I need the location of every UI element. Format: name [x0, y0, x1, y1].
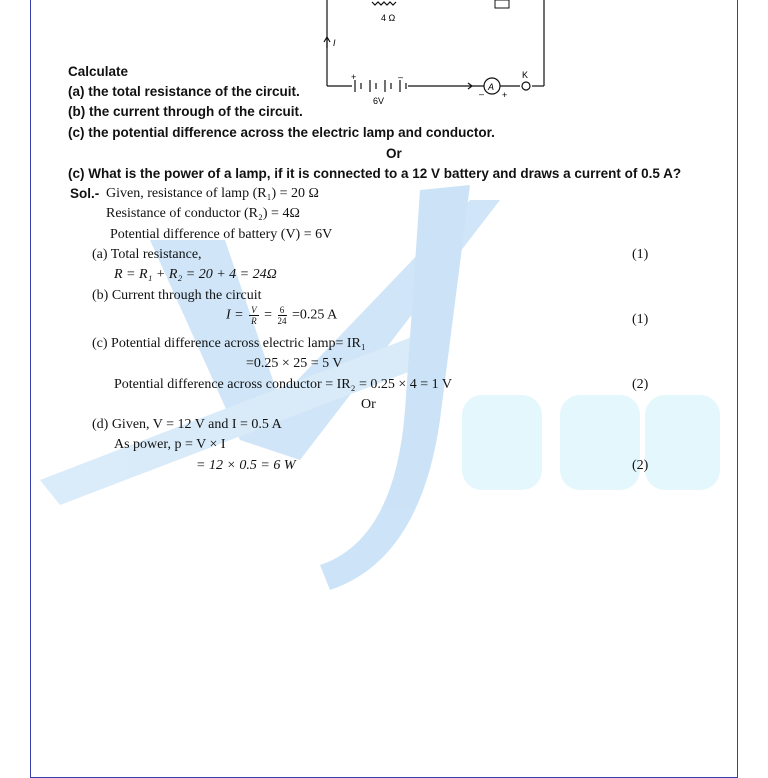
part-b-marks: (1) [632, 312, 649, 327]
ammeter-minus: – [479, 89, 485, 99]
fraction-denominator: R [251, 316, 257, 326]
part-c-conductor: Potential difference across conductor = IR₂ = 0.25 × 4 = 1 V [114, 377, 453, 392]
given-r2: Resistance of conductor (R₂) = 4Ω [106, 206, 300, 221]
part-c-equation: =0.25 × 25 = 5 V [246, 356, 343, 371]
fraction-6-over-24 [278, 305, 287, 326]
current-label: I [333, 38, 336, 48]
part-a-marks: (1) [632, 247, 649, 262]
part-a-equation: R = R₁ + R₂ = 20 + 4 = 24Ω [114, 267, 277, 282]
resistor-symbol [372, 2, 396, 5]
part-d-given: (d) Given, V = 12 V and I = 0.5 A [92, 417, 282, 432]
fraction-v-over-r [249, 305, 259, 326]
part-b-heading: (b) Current through the circuit [92, 288, 262, 303]
battery-label: 6V [373, 96, 385, 106]
part-a-heading: (a) Total resistance, [92, 247, 202, 262]
ammeter-label: A [488, 82, 495, 92]
current-result: =0.25 A [288, 307, 338, 323]
given-r1: Given, resistance of lamp (R₁) = 20 Ω [106, 186, 319, 201]
ammeter-plus: + [502, 90, 508, 100]
lamp-symbol [495, 0, 509, 8]
question-intro: Calculate [68, 64, 129, 79]
given-v: Potential difference of battery (V) = 6V [110, 227, 333, 242]
current-symbol: I = [226, 307, 248, 323]
battery-minus: – [398, 72, 404, 82]
part-b-equation [226, 305, 337, 326]
key-symbol [522, 82, 530, 90]
part-d-marks: (2) [632, 458, 649, 473]
fraction-numerator: 6 [278, 305, 287, 316]
question-part-a: (a) the total resistance of the circuit. [68, 84, 300, 99]
fraction-denominator: 24 [277, 316, 287, 326]
equals-sign: = [260, 307, 276, 323]
question-or: Or [386, 146, 402, 161]
question-part-c: (c) the potential difference across the electric lamp and conductor. [68, 125, 495, 140]
solution-or: Or [361, 397, 376, 412]
part-d-power: As power, p = V × I [114, 437, 226, 452]
question-part-b: (b) the current through of the circuit. [68, 104, 303, 119]
battery-plus: + [351, 72, 357, 82]
sol-label: Sol.- [70, 186, 100, 201]
key-label: K [522, 70, 529, 80]
part-c-marks: (2) [632, 377, 649, 392]
part-c-heading: (c) Potential difference across electric lamp= IR₁ [92, 336, 366, 351]
question-alt: (c) What is the power of a lamp, if it is connected to a 12 V battery and draws a current of 0.5 A? [68, 166, 682, 181]
part-d-equation: = 12 × 0.5 = 6 W [196, 458, 296, 473]
resistor-label: 4 Ω [381, 13, 396, 23]
fraction-numerator: V [251, 305, 257, 315]
